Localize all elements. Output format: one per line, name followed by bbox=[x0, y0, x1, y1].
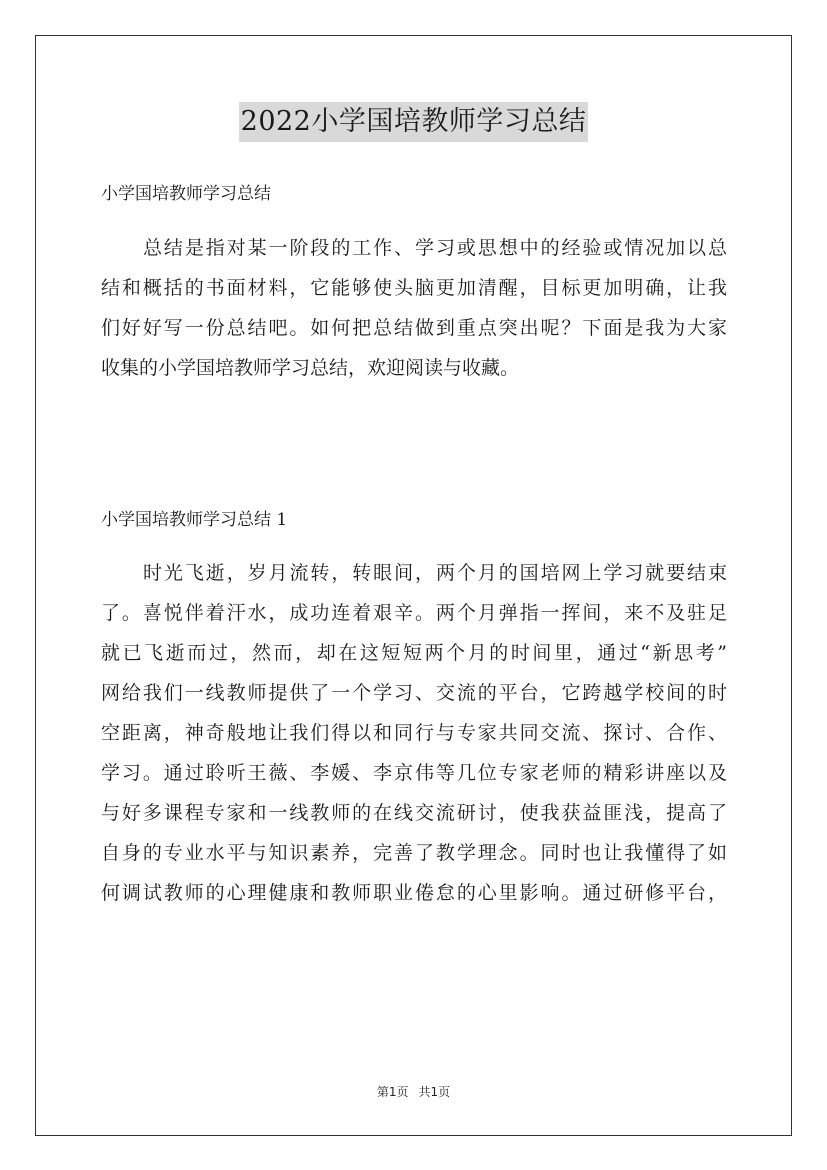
document-title-text: 2022小学国培教师学习总结 bbox=[239, 102, 589, 142]
paragraph-line: 们好好写一份总结吧。如何把总结做到重点突出呢？下面是我为大家 bbox=[101, 317, 727, 339]
paragraph-line: 自身的专业水平与知识素养，完善了教学理念。同时也让我懂得了如 bbox=[101, 842, 727, 864]
page-total: 共1页 bbox=[418, 1085, 451, 1099]
page-number: 第1页 bbox=[376, 1085, 409, 1099]
document-title bbox=[0, 102, 827, 142]
paragraph-line: 了。喜悦伴着汗水，成功连着艰辛。两个月弹指一挥间，来不及驻足 bbox=[101, 602, 727, 624]
paragraph-line: 学习。通过聆听王薇、李媛、李京伟等几位专家老师的精彩讲座以及 bbox=[101, 762, 727, 784]
paragraph-line: 结和概括的书面材料，它能够使头脑更加清醒，目标更加明确，让我 bbox=[101, 277, 727, 299]
paragraph-line: 空距离，神奇般地让我们得以和同行与专家共同交流、探讨、合作、 bbox=[101, 722, 727, 744]
paragraph-line: 网给我们一线教师提供了一个学习、交流的平台，它跨越学校间的时 bbox=[101, 682, 727, 704]
intro-heading: 小学国培教师学习总结 bbox=[101, 184, 271, 204]
section1-heading: 小学国培教师学习总结 1 bbox=[101, 510, 288, 530]
paragraph-line: 就已飞逝而过，然而，却在这短短两个月的时间里，通过“新思考” bbox=[101, 642, 727, 664]
paragraph-line: 收集的小学国培教师学习总结，欢迎阅读与收藏。 bbox=[101, 357, 520, 379]
section1-paragraph bbox=[101, 553, 727, 913]
paragraph-line: 何调试教师的心理健康和教师职业倦怠的心里影响。通过研修平台， bbox=[101, 882, 727, 904]
intro-paragraph bbox=[101, 228, 727, 388]
paragraph-line: 总结是指对某一阶段的工作、学习或思想中的经验或情况加以总 bbox=[143, 237, 727, 259]
paragraph-line: 与好多课程专家和一线教师的在线交流研讨，使我获益匪浅，提高了 bbox=[101, 802, 727, 824]
page-footer bbox=[0, 1083, 827, 1101]
paragraph-line: 时光飞逝，岁月流转，转眼间，两个月的国培网上学习就要结束 bbox=[143, 562, 727, 584]
